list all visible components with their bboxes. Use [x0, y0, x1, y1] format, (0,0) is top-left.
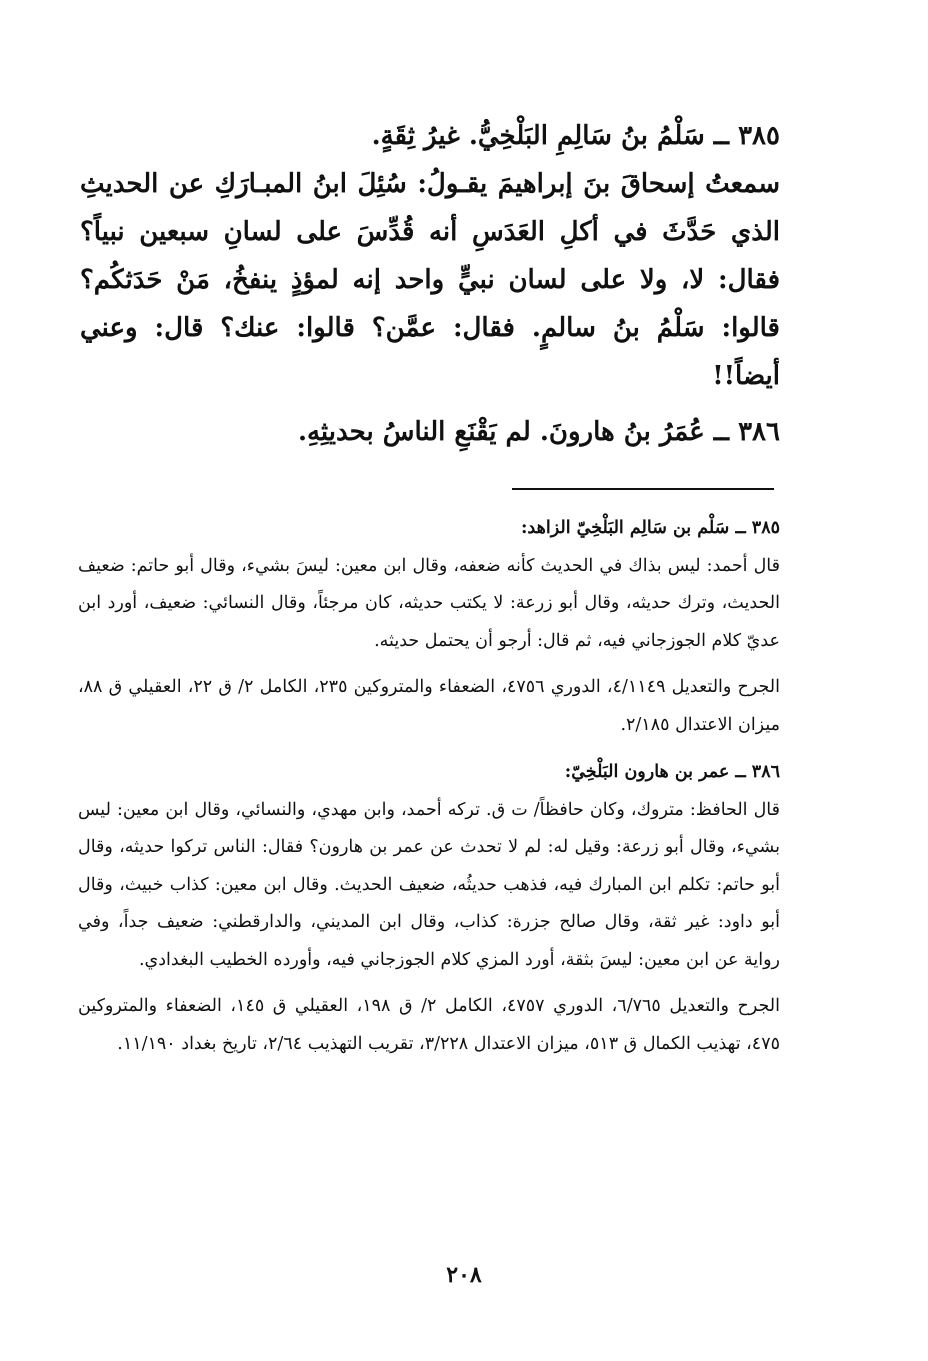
footnote-386-heading: ٣٨٦ ــ عمر بن هارون البَلْخِيّ:: [564, 762, 780, 782]
entry-386-heading: ٣٨٦ ــ عُمَرُ بنُ هارونَ. لم يَقْنَعِ الناسُ بحديثِهِ.: [297, 417, 780, 447]
page-number: ٢٠٨: [446, 1262, 482, 1288]
entry-385-heading: ٣٨٥ ــ سَلْمُ بنُ سَالِمِ البَلْخِيُّ. غيرُ ثِقَةٍ.: [371, 121, 780, 151]
footnote-385-heading: ٣٨٥ ــ سَلْم بن سَالِم البَلْخِيّ الزاهد:: [520, 518, 780, 538]
footnote-386-text: قال الحافظ: متروك، وكان حافظاً/ ت ق. تركه أحمد، وابن مهدي، والنسائي، وقال ابن معين: ليس بشيء، وقال أبو زرعة: وقيل له: لم لا تحدث عن عمر بن هارون؟ فقال: الناس تركوا حديثه، وقال أبو حاتم: تكلم ابن المبارك فيه، فذهب حديثُه، ضعيف الحديث. وقال ابن معين: كذاب خبيث، وقال أبو داود: غير ثقة، وقال صالح جزرة: كذاب، وقال ابن المديني، والدارقطني: ضعيف جداً، وفي رواية عن ابن معين: ليسَ بثقة، أورد المزي كلام الجوزجاني فيه، وأورده الخطيب البغدادي.: [78, 799, 780, 970]
footnote-386-references: الجرح والتعديل ٦/٧٦٥، الدوري ٤٧٥٧، الكامل ٢/ ق ١٩٨، العقيلي ق ١٤٥، الضعفاء والمتروكين ٤٧٥، تهذيب الكمال ق ٥١٣، ميزان الاعتدال ٣/٢٢٨، تقريب التهذيب ٢/٦٤، تاريخ بغداد ١١/١٩٠.: [78, 996, 780, 1054]
footnote-385: [78, 510, 780, 744]
main-text-block: [80, 112, 780, 456]
footnote-386: [78, 754, 780, 1063]
spacer: [80, 400, 780, 408]
footnote-385-text: قال أحمد: ليس بذاك في الحديث كأنه ضعفه، وقال ابن معين: ليسَ بشيء، وقال أبو حاتم: ضعيف الحديث، وترك حديثه، وقال أبو زرعة: لا يكتب حديثه، كان مرجئاً، وقال النسائي: ضعيف، أورد ابن عديّ كلام الجوزجاني فيه، ثم قال: أرجو أن يحتمل حديثه.: [78, 555, 780, 651]
footnote-divider: [512, 488, 774, 490]
footnotes-block: [78, 510, 780, 1073]
footnote-385-references: الجرح والتعديل ٤/١١٤٩، الدوري ٤٧٥٦، الضعفاء والمتروكين ٢٣٥، الكامل ٢/ ق ٢٢، العقيلي ق ٨٨، ميزان الاعتدال ٢/١٨٥.: [78, 677, 780, 735]
entry-385-text: سمعتُ إسحاقَ بنَ إبراهيمَ يقـولُ: سُئِلَ ابنُ المبـارَكِ عن الحديثِ الذي حَدَّثَ في أكلِ العَدَسِ أنه قُدِّسَ على لسانِ سبعين نبياً؟ فقال: لا، ولا على لسان نبيٍّ واحد إنه لمؤذٍ ينفخُ، مَنْ حَدَثكُم؟ قالوا: سَلْمُ بنُ سالمٍ. فقال: عمَّن؟ قالوا: عنك؟ قال: وعني أيضاً!!: [80, 169, 780, 391]
